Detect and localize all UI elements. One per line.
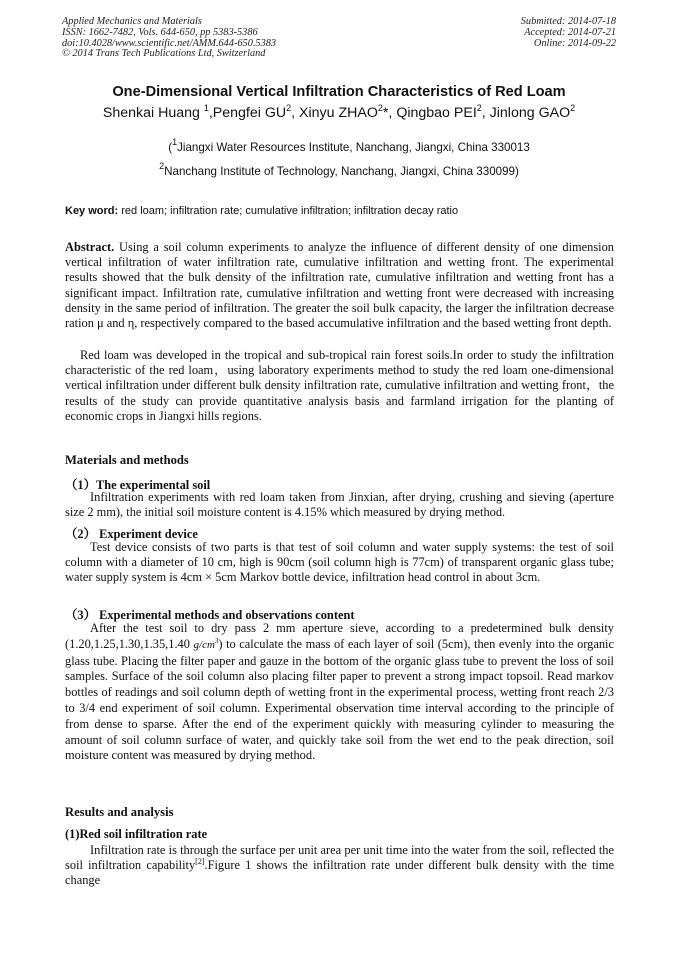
keywords-text: red loam; infiltration rate; cumulative infiltration; infiltration decay ratio <box>118 205 459 217</box>
affiliation-text: Nanchang Institute of Technology, Nanchang, Jiangxi, China 330099) <box>164 165 519 178</box>
intro-paragraph: Red loam was developed in the tropical and sub-tropical rain forest soils.In order to study the infiltration characteristic of the red loam，using laboratory experiments method to study the red loam one-dimensional vertical infiltration under different bulk density infiltration rate, cumulative infiltration and wetting front，the results of the study can provide quantitative analysis basis and farmland irrigation for the planting of economic crops in Jiangxi hills regions. <box>65 348 614 423</box>
citation-marker: [2] <box>195 857 205 867</box>
soil-paragraph: Infiltration experiments with red loam taken from Jinxian, after drying, crushing and sieving (aperture size 2 mm), the initial soil moisture content is 4.15% which measured by drying method. <box>65 490 614 520</box>
author-separator: *, <box>382 105 397 121</box>
device-paragraph: Test device consists of two parts is that test of soil column and water supply systems: the test of soil column with a diameter of 10 cm, high is 90cm (soil column high is 77cm) of transparent organic glass tube; water supply system is 4cm × 5cm Markov bottle device, infiltration head control in about 3cm. <box>65 540 614 585</box>
infiltration-rate-paragraph <box>65 843 614 889</box>
author-list <box>0 105 678 121</box>
abstract-text: Using a soil column experiments to analyze the influence of different density of one dimension vertical infiltration of water infiltration rate, cumulative infiltration and wetting front. The experimental results showed that the bulk density of the infiltration rate, cumulative infiltration and wetting front has a significant impact. Infiltration rate, cumulative infiltration and wetting front were decreased with increasing density in the same period of infiltration. The greater the soil bulk capacity, the larger the infiltration decrease ration μ and η, respectively compared to the based accumulative infiltration and the based wetting front depth. <box>65 240 614 331</box>
author-name: Xinyu ZHAO <box>299 105 378 121</box>
author-name: Shenkai Huang <box>102 105 204 121</box>
paper-title: One-Dimensional Vertical Infiltration Characteristics of Red Loam <box>112 84 566 100</box>
online-date: Online: 2014-09-22 <box>533 37 616 49</box>
subsection-heading-device: （2） Experiment device <box>65 527 198 541</box>
methods-text-b: ) to calculate the mass of each layer of soil (5cm), then evenly into the organic glass tube. Placing the filter paper and gauze in the bottom of the organic glass tube to prevent the loss of soil samples. Surface of the soil column also placing filter paper to prevent a strong impact topsoil. Read markov bottles of readings and soil column depth of wetting front in the experimental process, wetting front reach 2/3 to 3/4 end experiment of soil column. Experimental observation time interval according to the principle of from dense to sparse. After the end of the experiment quickly with measuring cylinder to measuring the amount of soil column surface of water, and quickly take soil from the wet end to the peak direction, soil moisture content was measured by drying method. <box>65 636 614 763</box>
subsection-heading-soil: （1）The experimental soil <box>65 478 211 492</box>
keywords <box>65 205 458 217</box>
author-separator: , <box>208 105 213 121</box>
subsection-heading-methods: （3） Experimental methods and observations content <box>65 608 355 622</box>
submitted-date: Submitted: 2014-07-18 <box>520 16 616 27</box>
affiliation-text: Jiangxi Water Resources Institute, Nanchang, Jiangxi, China 330013 <box>177 141 530 154</box>
density-unit-text: g/cm <box>193 638 215 651</box>
author-name: Pengfei GU <box>212 105 287 121</box>
methods-text-a: After the test soil to dry pass 2 mm aperture sieve, according to a predetermined bulk density (1.20,1.25,1.30,1.35,1.40 <box>65 621 614 651</box>
journal-header <box>62 17 276 60</box>
methods-paragraph <box>65 621 614 764</box>
results-text-a: Infiltration rate is through the surface per unit area per unit time into the water from the soil, reflected the soil infiltration capability <box>65 843 614 873</box>
affiliation-2 <box>0 161 678 178</box>
copyright-line: © 2014 Trans Tech Publications Ltd, Switzerland <box>62 48 266 60</box>
issn-line: ISSN: 1662-7482, Vols. 644-650, pp 5383-5386 <box>62 26 258 38</box>
affiliation-sup: 1 <box>172 137 178 147</box>
journal-name: Applied Mechanics and Materials <box>62 16 202 27</box>
density-unit <box>193 636 219 651</box>
author-name: Jinlong GAO <box>489 105 571 121</box>
author-affil-sup: 1 <box>203 103 209 113</box>
density-unit-exponent: 3 <box>214 636 219 645</box>
affiliation-sup: 2 <box>159 161 165 171</box>
abstract-label: Abstract. <box>65 240 115 254</box>
author-affil-sup: 2 <box>377 103 383 113</box>
subsection-heading-infiltration-rate: (1)Red soil infiltration rate <box>65 827 208 841</box>
section-heading-materials: Materials and methods <box>65 453 189 467</box>
keywords-label: Key word: <box>65 205 119 217</box>
author-separator: , <box>291 105 300 121</box>
author-affil-sup: 2 <box>570 103 576 113</box>
accepted-date: Accepted: 2014-07-21 <box>524 26 616 38</box>
abstract-paragraph <box>65 240 614 331</box>
doi-line: doi:10.4028/www.scientific.net/AMM.644-650.5383 <box>62 37 277 49</box>
affiliation-paren: ( <box>168 141 173 154</box>
author-separator: , <box>481 105 490 121</box>
author-name: Qingbao PEI <box>396 105 477 121</box>
author-affil-sup: 2 <box>476 103 482 113</box>
results-text-b: .Figure 1 shows the infiltration rate under different bulk density with the time change <box>65 858 614 888</box>
affiliation-1 <box>10 137 678 154</box>
dates-header <box>521 17 616 49</box>
author-affil-sup: 2 <box>286 103 292 113</box>
section-heading-results: Results and analysis <box>65 805 174 819</box>
